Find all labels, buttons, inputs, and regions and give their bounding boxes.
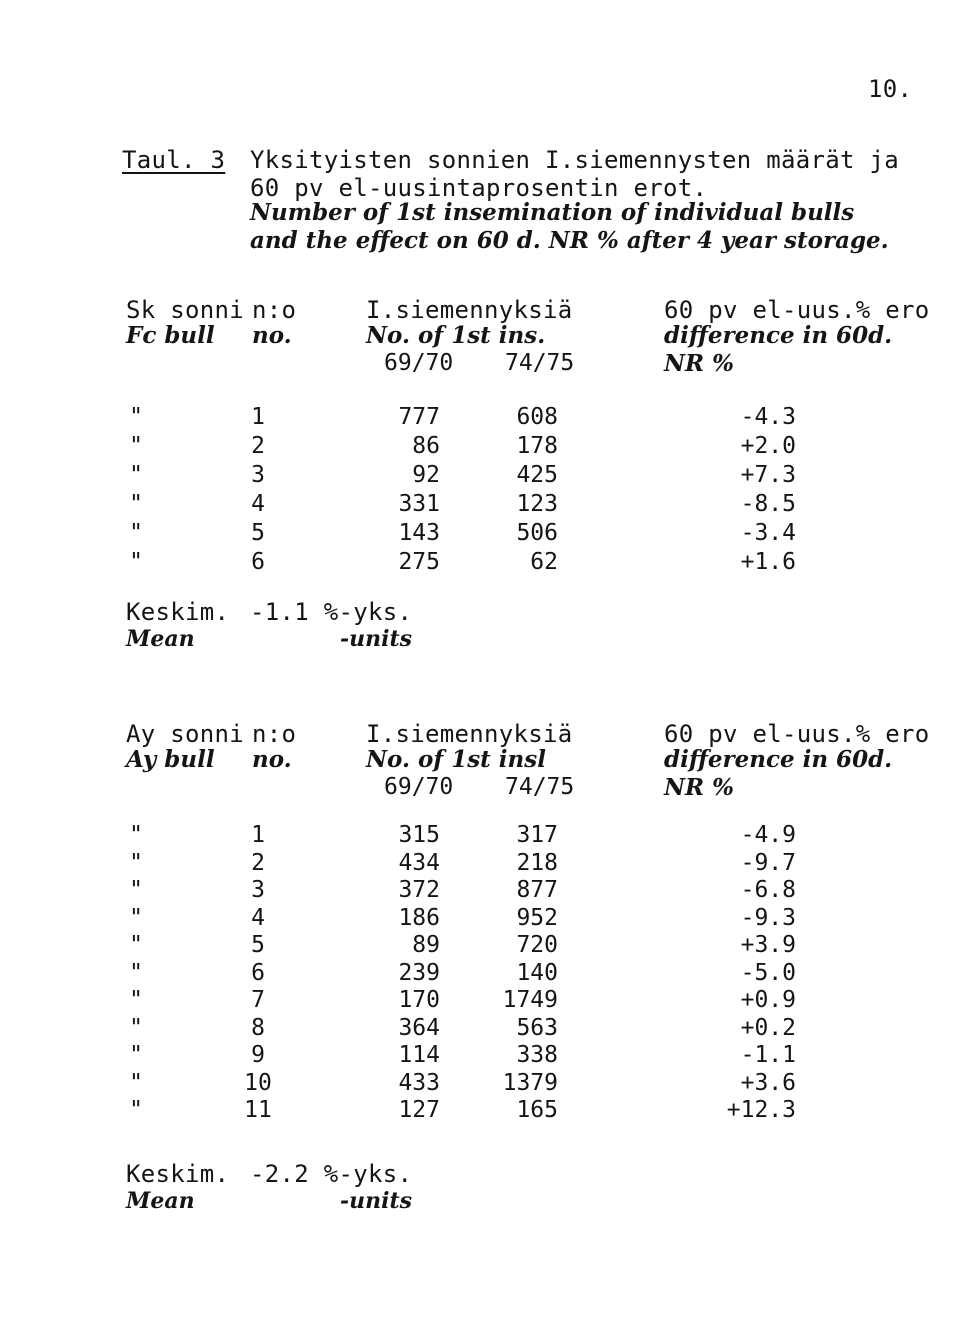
ditto-mark: ": [129, 849, 143, 876]
bull-number: 3: [251, 462, 265, 488]
bull-number: 5: [251, 520, 265, 546]
inseminations-69-70: 433: [398, 1069, 440, 1096]
nr-difference: -8.5: [740, 491, 796, 517]
nr-difference: -5.0: [740, 959, 796, 986]
mean-value: -2.2 %-yks.: [250, 1160, 413, 1188]
ditto-mark: ": [129, 959, 143, 986]
nr-difference: +3.6: [740, 1069, 796, 1096]
ditto-mark: ": [129, 932, 143, 958]
ditto-mark: ": [129, 491, 143, 517]
header-difference-fi: 60 pv el-uus.% ero: [664, 720, 930, 748]
header-no-fi: n:o: [252, 720, 297, 748]
bull-number: 9: [251, 1042, 265, 1068]
header-inseminations-en: No. of 1st ins.: [366, 322, 546, 349]
inseminations-69-70: 92: [412, 462, 440, 488]
mean-units-en: -units: [340, 626, 413, 652]
caption-english-line-2: and the effect on 60 d. NR % after 4 year storage.: [250, 227, 889, 254]
nr-difference: -4.9: [740, 822, 796, 848]
header-inseminations-fi: I.siemennyksiä: [366, 720, 573, 748]
header-nr-percent: NR %: [664, 350, 734, 377]
bull-number: 2: [251, 849, 265, 876]
ditto-mark: ": [129, 462, 143, 488]
inseminations-74-75: 952: [516, 904, 558, 931]
nr-difference: -4.3: [740, 404, 796, 430]
ditto-mark: ": [129, 549, 143, 575]
inseminations-74-75: 506: [516, 520, 558, 546]
bull-number: 3: [251, 877, 265, 903]
inseminations-74-75: 140: [516, 959, 558, 986]
inseminations-74-75: 317: [516, 822, 558, 848]
inseminations-74-75: 123: [516, 491, 558, 517]
inseminations-69-70: 315: [398, 822, 440, 848]
table-label: Taul. 3: [122, 146, 226, 174]
ditto-mark: ": [129, 404, 143, 430]
ditto-mark: ": [129, 520, 143, 546]
bull-number: 2: [251, 433, 265, 459]
inseminations-74-75: 1749: [502, 987, 558, 1013]
inseminations-69-70: 372: [398, 877, 440, 903]
ditto-mark: ": [129, 822, 143, 848]
nr-difference: +3.9: [740, 932, 796, 958]
header-year-2: 74/75: [505, 774, 575, 800]
header-year-1: 69/70: [384, 774, 454, 800]
inseminations-69-70: 364: [398, 1014, 440, 1041]
inseminations-69-70: 434: [398, 849, 440, 876]
inseminations-69-70: 275: [398, 549, 440, 575]
caption-finnish-line-2: 60 pv el-uusintaprosentin erot.: [250, 174, 708, 202]
inseminations-69-70: 186: [398, 904, 440, 931]
header-year-1: 69/70: [384, 350, 454, 376]
ditto-mark: ": [129, 877, 143, 903]
page-number: 10.: [868, 75, 913, 103]
header-difference-en: difference in 60d.: [664, 322, 893, 349]
nr-difference: -6.8: [740, 877, 796, 903]
inseminations-69-70: 86: [412, 433, 440, 459]
inseminations-74-75: 608: [516, 404, 558, 430]
nr-difference: +2.0: [740, 433, 796, 459]
header-difference-en: difference in 60d.: [664, 746, 893, 773]
header-no-fi: n:o: [252, 296, 297, 324]
inseminations-69-70: 89: [412, 932, 440, 958]
inseminations-69-70: 127: [398, 1097, 440, 1123]
nr-difference: +1.6: [740, 549, 796, 575]
mean-label-en: Mean: [126, 1188, 195, 1214]
inseminations-74-75: 425: [516, 462, 558, 488]
ditto-mark: ": [129, 1014, 143, 1041]
ditto-mark: ": [129, 433, 143, 459]
inseminations-74-75: 178: [516, 433, 558, 459]
header-bull-en: Ay bull: [126, 746, 215, 773]
bull-number: 11: [244, 1097, 272, 1123]
caption-finnish-line-1: Yksityisten sonnien I.siemennysten määrät ja: [250, 146, 899, 174]
inseminations-69-70: 777: [398, 404, 440, 430]
inseminations-69-70: 114: [398, 1042, 440, 1068]
header-bull-fi: Sk sonni: [126, 296, 244, 324]
ditto-mark: ": [129, 987, 143, 1013]
mean-label-fi: Keskim.: [126, 1160, 230, 1188]
nr-difference: -3.4: [740, 520, 796, 546]
header-inseminations-en: No. of 1st insl: [366, 746, 546, 773]
inseminations-74-75: 338: [516, 1042, 558, 1068]
inseminations-74-75: 720: [516, 932, 558, 958]
header-inseminations-fi: I.siemennyksiä: [366, 296, 573, 324]
header-bull-fi: Ay sonni: [126, 720, 244, 748]
nr-difference: +12.3: [726, 1097, 796, 1123]
ditto-mark: ": [129, 904, 143, 931]
bull-number: 4: [251, 491, 265, 517]
inseminations-69-70: 239: [398, 959, 440, 986]
caption-english-line-1: Number of 1st insemination of individual bulls: [250, 199, 855, 226]
inseminations-69-70: 331: [398, 491, 440, 517]
inseminations-74-75: 165: [516, 1097, 558, 1123]
inseminations-69-70: 143: [398, 520, 440, 546]
header-no-en: no.: [252, 746, 292, 773]
bull-number: 6: [251, 959, 265, 986]
mean-units-en: -units: [340, 1188, 413, 1214]
mean-label-en: Mean: [126, 626, 195, 652]
header-no-en: no.: [252, 322, 292, 349]
nr-difference: -9.7: [740, 849, 796, 876]
mean-label-fi: Keskim.: [126, 598, 230, 626]
inseminations-74-75: 1379: [502, 1069, 558, 1096]
bull-number: 1: [251, 404, 265, 430]
inseminations-74-75: 62: [530, 549, 558, 575]
header-year-2: 74/75: [505, 350, 575, 376]
inseminations-74-75: 563: [516, 1014, 558, 1041]
ditto-mark: ": [129, 1042, 143, 1068]
mean-value: -1.1 %-yks.: [250, 598, 413, 626]
bull-number: 8: [251, 1014, 265, 1041]
inseminations-74-75: 877: [516, 877, 558, 903]
header-bull-en: Fc bull: [126, 322, 215, 349]
nr-difference: -1.1: [740, 1042, 796, 1068]
header-difference-fi: 60 pv el-uus.% ero: [664, 296, 930, 324]
nr-difference: +7.3: [740, 462, 796, 488]
bull-number: 4: [251, 904, 265, 931]
ditto-mark: ": [129, 1069, 143, 1096]
header-nr-percent: NR %: [664, 774, 734, 801]
bull-number: 1: [251, 822, 265, 848]
nr-difference: +0.2: [740, 1014, 796, 1041]
ditto-mark: ": [129, 1097, 143, 1123]
bull-number: 5: [251, 932, 265, 958]
inseminations-74-75: 218: [516, 849, 558, 876]
bull-number: 10: [244, 1069, 272, 1096]
nr-difference: +0.9: [740, 987, 796, 1013]
inseminations-69-70: 170: [398, 987, 440, 1013]
nr-difference: -9.3: [740, 904, 796, 931]
bull-number: 7: [251, 987, 265, 1013]
bull-number: 6: [251, 549, 265, 575]
